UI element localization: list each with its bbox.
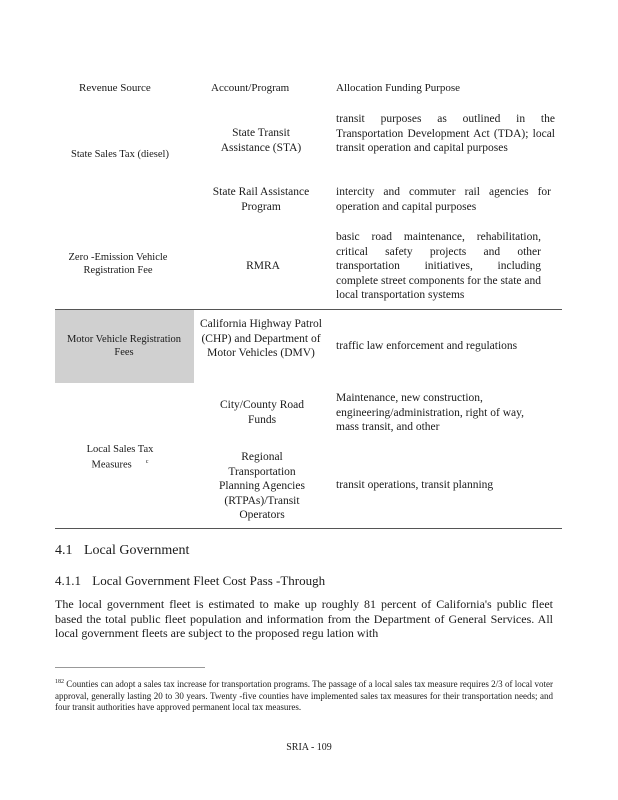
subsection-heading: [55, 573, 325, 589]
footnote-ref: c: [145, 459, 149, 465]
col-header-account-program: Account/Program: [211, 82, 290, 94]
program-sta: State Transit Assistance (STA): [220, 127, 302, 154]
allocation-chp-dmv: traffic law enforcement and regulations: [336, 340, 518, 352]
allocation-sta: transit purposes as outlined in the Transportation Development Act (TDA); local transit operation and capital purposes: [336, 113, 555, 154]
allocation-state-rail: intercity and commuter rail agencies for operation and capital purposes: [336, 186, 551, 213]
allocation-rmra: basic road maintenance, rehabilitation, critical safety projects and other transportation initiatives, including complete street components for the state and local transportation systems: [336, 231, 542, 301]
section-heading-number: 4.1: [55, 543, 73, 558]
revenue-source-zev-registration-fee: Zero -Emission Vehicle Registration Fee: [68, 252, 168, 276]
revenue-source-local-sales-tax: [70, 443, 170, 472]
allocation-rtpas: transit operations, transit planning: [336, 479, 494, 491]
revenue-source-local-sales-tax-text: Local Sales Tax Measures: [86, 444, 154, 471]
subsection-heading-title: Local Government Fleet Cost Pass -Through: [92, 573, 326, 588]
footnote: [55, 677, 553, 714]
program-city-county-road-funds: City/County Road Funds: [219, 399, 305, 426]
footnote-rule: [55, 667, 205, 668]
subsection-heading-number: 4.1.1: [55, 573, 81, 588]
section-heading-title: Local Government: [84, 543, 190, 558]
col-header-allocation: Allocation Funding Purpose: [336, 82, 461, 94]
body-paragraph: The local government fleet is estimated to make up roughly 81 percent of California's public fleet based the total public fleet population and information from the Department of General Services. All local government fleets are subject to the proposed regu lation with: [55, 597, 553, 640]
program-rtpas: Regional Transportation Planning Agencies (RTPAs)/Transit Operators: [219, 451, 305, 521]
footnote-text: Counties can adopt a sales tax increase for transportation programs. The passage of a local sales tax measure requires 2/3 of local voter approval, generally lasting 20 to 30 years. Twenty -five counties have implemented sales tax measures for their transportation needs; and four transit authorities have approved permanent local tax measures.: [55, 679, 554, 712]
program-chp-dmv: California Highway Patrol (CHP) and Department of Motor Vehicles (DMV): [200, 318, 323, 359]
revenue-source-state-sales-tax: State Sales Tax (diesel): [71, 149, 169, 160]
revenue-source-motor-vehicle-fees: Motor Vehicle Registration Fees: [66, 334, 182, 358]
section-heading: [55, 543, 189, 559]
program-rmra: RMRA: [246, 260, 280, 272]
footnote-marker: 182: [55, 679, 64, 685]
page-number: SRIA - 109: [286, 742, 332, 753]
allocation-city-county-road-funds: Maintenance, new construction, engineering/administration, right of way, mass transit, and other: [336, 392, 524, 433]
program-state-rail: State Rail Assistance Program: [212, 186, 310, 213]
col-header-revenue-source: Revenue Source: [79, 82, 151, 94]
table-bottom-rule: [55, 528, 562, 529]
